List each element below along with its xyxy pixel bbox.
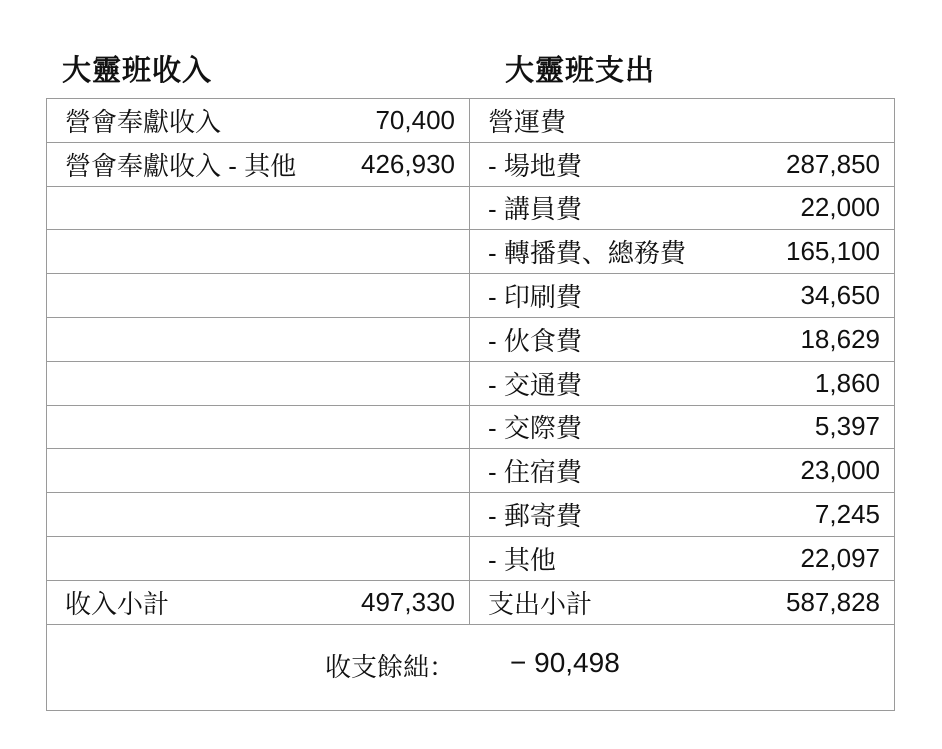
table-row — [47, 142, 895, 186]
income-item-label — [47, 274, 327, 318]
income-item-label: 營會奉獻收入 — [47, 99, 327, 143]
total-row — [47, 580, 895, 624]
expense-item-amount: 1,860 — [730, 361, 895, 405]
income-item-label — [47, 405, 327, 449]
balance-cell — [47, 624, 895, 710]
expense-item-label: - 交際費 — [470, 405, 730, 449]
expense-heading: 大靈班支出 — [505, 55, 656, 87]
income-item-amount — [327, 274, 470, 318]
income-item-label: 營會奉獻收入 - 其他 — [47, 142, 327, 186]
expense-item-amount: 22,000 — [730, 186, 895, 230]
table-row — [47, 449, 895, 493]
balance-row — [47, 624, 895, 710]
expense-item-amount: 23,000 — [730, 449, 895, 493]
expense-item-label: - 場地費 — [470, 142, 730, 186]
expense-item-amount: 5,397 — [730, 405, 895, 449]
income-item-label — [47, 449, 327, 493]
expense-item-label: - 其他 — [470, 536, 730, 580]
income-item-amount — [327, 186, 470, 230]
ledger-body — [47, 99, 895, 711]
table-row — [47, 405, 895, 449]
expense-item-amount: 165,100 — [730, 230, 895, 274]
income-item-amount — [327, 361, 470, 405]
income-item-amount — [327, 536, 470, 580]
expense-item-label: - 印刷費 — [470, 274, 730, 318]
income-item-amount — [327, 405, 470, 449]
table-row — [47, 230, 895, 274]
table-row — [47, 493, 895, 537]
expense-total-label: 支出小計 — [470, 580, 730, 624]
expense-item-amount — [730, 99, 895, 143]
expense-item-amount: 22,097 — [730, 536, 895, 580]
income-heading: 大靈班收入 — [62, 55, 213, 87]
balance-label: 收支餘絀： — [324, 651, 455, 682]
expense-item-label: - 郵寄費 — [470, 493, 730, 537]
income-item-amount — [327, 449, 470, 493]
income-item-label — [47, 361, 327, 405]
expense-item-label: 營運費 — [470, 99, 730, 143]
income-item-amount — [327, 230, 470, 274]
expense-total-amount: 587,828 — [730, 580, 895, 624]
balance-value: − 90,498 — [510, 646, 620, 678]
expense-item-amount: 18,629 — [730, 317, 895, 361]
expense-item-label: - 講員費 — [470, 186, 730, 230]
income-item-label — [47, 493, 327, 537]
income-total-amount: 497,330 — [327, 580, 470, 624]
expense-item-label: - 伙食費 — [470, 317, 730, 361]
table-row — [47, 186, 895, 230]
expense-item-label: - 交通費 — [470, 361, 730, 405]
table-row — [47, 317, 895, 361]
ledger-table — [46, 98, 895, 711]
table-row — [47, 99, 895, 143]
income-item-amount: 70,400 — [327, 99, 470, 143]
income-item-amount — [327, 317, 470, 361]
expense-item-amount: 7,245 — [730, 493, 895, 537]
income-total-label: 收入小計 — [47, 580, 327, 624]
expense-item-amount: 287,850 — [730, 142, 895, 186]
expense-item-label: - 住宿費 — [470, 449, 730, 493]
income-item-label — [47, 536, 327, 580]
income-item-label — [47, 230, 327, 274]
income-item-label — [47, 317, 327, 361]
income-item-amount: 426,930 — [327, 142, 470, 186]
table-row — [47, 361, 895, 405]
income-item-amount — [327, 493, 470, 537]
table-row — [47, 274, 895, 318]
income-item-label — [47, 186, 327, 230]
table-row — [47, 536, 895, 580]
expense-item-label: - 轉播費、總務費 — [470, 230, 730, 274]
expense-item-amount: 34,650 — [730, 274, 895, 318]
